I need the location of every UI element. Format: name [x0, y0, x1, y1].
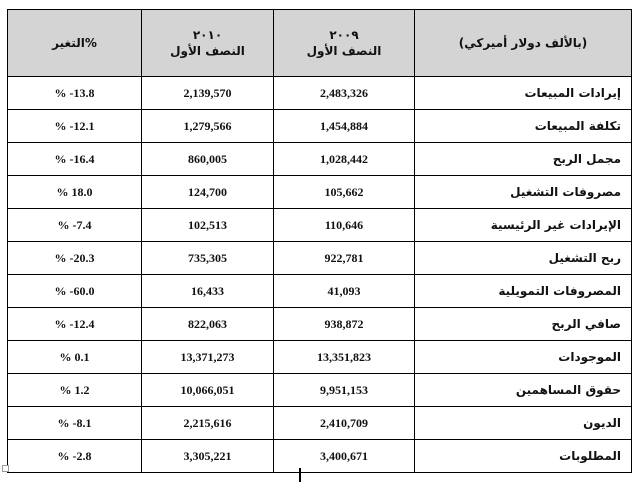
change-cell: % 1.2 [8, 374, 142, 407]
table-body [8, 77, 632, 473]
change-cell: % -60.0 [8, 275, 142, 308]
change-cell: % -8.1 [8, 407, 142, 440]
value-2010-cell: 1,279,566 [142, 110, 274, 143]
table-row [8, 308, 632, 341]
table-row [8, 77, 632, 110]
row-label: الإيرادات غير الرئيسية [415, 209, 632, 242]
text-cursor [299, 468, 301, 482]
table-header-row [8, 10, 632, 77]
value-2010-cell: 2,139,570 [142, 77, 274, 110]
row-label: المصروفات التمويلية [415, 275, 632, 308]
value-2009-cell: 1,028,442 [274, 143, 415, 176]
row-label: الديون [415, 407, 632, 440]
row-label: الموجودات [415, 341, 632, 374]
change-cell: % -13.8 [8, 77, 142, 110]
row-label: حقوق المساهمين [415, 374, 632, 407]
value-2010-cell: 102,513 [142, 209, 274, 242]
row-label: صافي الربح [415, 308, 632, 341]
value-2009-cell: 1,454,884 [274, 110, 415, 143]
table-row [8, 407, 632, 440]
header-unit-label: (بالألف دولار أميركي) [415, 10, 632, 77]
header-2010-period: النصف الأول [170, 44, 245, 58]
table-row [8, 275, 632, 308]
row-label: المطلوبات [415, 440, 632, 473]
header-change-percent: التغير% [8, 10, 142, 77]
table-row [8, 341, 632, 374]
value-2010-cell: 822,063 [142, 308, 274, 341]
value-2009-cell: 105,662 [274, 176, 415, 209]
change-cell: % -20.3 [8, 242, 142, 275]
table-row [8, 374, 632, 407]
change-cell: % -16.4 [8, 143, 142, 176]
value-2010-cell: 735,305 [142, 242, 274, 275]
row-label: مجمل الربح [415, 143, 632, 176]
header-2010-year: ٢٠١٠ [192, 28, 223, 42]
row-label: مصروفات التشغيل [415, 176, 632, 209]
row-label: إيرادات المبيعات [415, 77, 632, 110]
value-2010-cell: 13,371,273 [142, 341, 274, 374]
value-2009-cell: 13,351,823 [274, 341, 415, 374]
table-resize-handle[interactable] [2, 465, 9, 472]
table-row [8, 143, 632, 176]
header-2009-period: النصف الأول [306, 44, 382, 58]
row-label: تكلفة المبيعات [415, 110, 632, 143]
change-cell: % 18.0 [8, 176, 142, 209]
financial-summary-table [7, 9, 632, 473]
table-row [8, 209, 632, 242]
table-row [8, 440, 632, 473]
change-cell: % -12.1 [8, 110, 142, 143]
value-2009-cell: 110,646 [274, 209, 415, 242]
header-2010-first-half [142, 10, 274, 77]
table-row [8, 242, 632, 275]
value-2010-cell: 860,005 [142, 143, 274, 176]
header-2009-first-half [274, 10, 415, 77]
value-2009-cell: 2,483,326 [274, 77, 415, 110]
value-2010-cell: 3,305,221 [142, 440, 274, 473]
value-2010-cell: 124,700 [142, 176, 274, 209]
change-cell: % 0.1 [8, 341, 142, 374]
value-2010-cell: 16,433 [142, 275, 274, 308]
change-cell: % -7.4 [8, 209, 142, 242]
value-2009-cell: 41,093 [274, 275, 415, 308]
value-2010-cell: 10,066,051 [142, 374, 274, 407]
change-cell: % -12.4 [8, 308, 142, 341]
value-2009-cell: 9,951,153 [274, 374, 415, 407]
header-2009-year: ٢٠٠٩ [329, 28, 359, 42]
value-2009-cell: 3,400,671 [274, 440, 415, 473]
value-2010-cell: 2,215,616 [142, 407, 274, 440]
table-row [8, 176, 632, 209]
row-label: ربح التشغيل [415, 242, 632, 275]
change-cell: % -2.8 [8, 440, 142, 473]
table-row [8, 110, 632, 143]
value-2009-cell: 2,410,709 [274, 407, 415, 440]
value-2009-cell: 922,781 [274, 242, 415, 275]
value-2009-cell: 938,872 [274, 308, 415, 341]
